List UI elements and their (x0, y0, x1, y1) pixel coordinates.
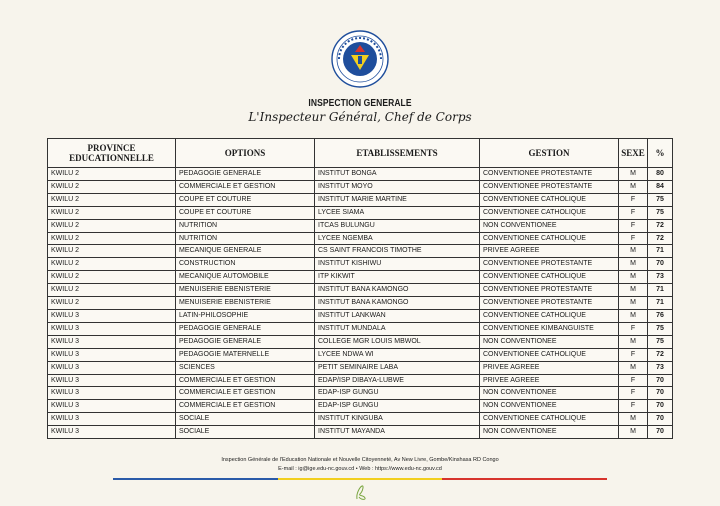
table-body (48, 168, 673, 439)
etablissement-cell: LYCEE SIAMA (315, 206, 480, 219)
option-cell: NUTRITION (176, 232, 315, 245)
percent-cell: 71 (648, 245, 673, 258)
percent-cell: 70 (648, 374, 673, 387)
percent-cell: 73 (648, 271, 673, 284)
sexe-cell: M (619, 361, 648, 374)
option-cell: LATIN-PHILOSOPHIE (176, 309, 315, 322)
gestion-cell: NON CONVENTIONEE (480, 400, 619, 413)
sexe-cell: M (619, 271, 648, 284)
province-cell: KWILU 2 (48, 258, 176, 271)
province-cell: KWILU 3 (48, 400, 176, 413)
percent-cell: 70 (648, 413, 673, 426)
sexe-cell: F (619, 193, 648, 206)
gestion-cell: PRIVEE AGREEE (480, 374, 619, 387)
sexe-cell: M (619, 413, 648, 426)
page-title: INSPECTION GENERALE (308, 98, 412, 109)
option-cell: MECANIQUE AUTOMOBILE (176, 271, 315, 284)
table-row (48, 426, 673, 439)
percent-cell: 70 (648, 426, 673, 439)
sexe-cell: F (619, 387, 648, 400)
etablissement-cell: INSTITUT KINGUBA (315, 413, 480, 426)
sexe-cell: F (619, 400, 648, 413)
province-cell: KWILU 3 (48, 322, 176, 335)
option-cell: PEDAGOGIE GENERALE (176, 168, 315, 181)
table-row (48, 348, 673, 361)
table-row (48, 297, 673, 310)
province-cell: KWILU 2 (48, 271, 176, 284)
province-cell: KWILU 3 (48, 387, 176, 400)
gestion-cell: PRIVEE AGREEE (480, 361, 619, 374)
gestion-cell: NON CONVENTIONEE (480, 387, 619, 400)
page-subtitle: L'Inspecteur Général, Chef de Corps (248, 110, 472, 124)
table-header-row (48, 139, 673, 168)
province-cell: KWILU 3 (48, 348, 176, 361)
table-row (48, 309, 673, 322)
etablissement-cell: ITP KIKWIT (315, 271, 480, 284)
percent-cell: 72 (648, 232, 673, 245)
table-row (48, 168, 673, 181)
etablissement-cell: INSTITUT MOYO (315, 180, 480, 193)
percent-cell: 75 (648, 193, 673, 206)
tricolor-blue (113, 478, 278, 480)
etablissement-cell: EDAP/ISP DIBAYA-LUBWE (315, 374, 480, 387)
gestion-cell: CONVENTIONEE CATHOLIQUE (480, 309, 619, 322)
option-cell: COUPE ET COUTURE (176, 193, 315, 206)
option-cell: COMMERCIALE ET GESTION (176, 374, 315, 387)
percent-cell: 71 (648, 284, 673, 297)
sexe-cell: M (619, 309, 648, 322)
table-row (48, 245, 673, 258)
province-cell: KWILU 2 (48, 284, 176, 297)
table-row (48, 374, 673, 387)
etablissement-cell: INSTITUT MARIE MARTINE (315, 193, 480, 206)
sexe-cell: M (619, 426, 648, 439)
province-cell: KWILU 3 (48, 309, 176, 322)
gestion-cell: NON CONVENTIONEE (480, 335, 619, 348)
table-row (48, 413, 673, 426)
percent-cell: 70 (648, 258, 673, 271)
option-cell: COUPE ET COUTURE (176, 206, 315, 219)
province-cell: KWILU 2 (48, 206, 176, 219)
option-cell: COMMERCIALE ET GESTION (176, 387, 315, 400)
province-cell: KWILU 3 (48, 426, 176, 439)
gestion-cell: CONVENTIONEE PROTESTANTE (480, 284, 619, 297)
etablissement-cell: PETIT SEMINAIRE LABA (315, 361, 480, 374)
sexe-cell: M (619, 180, 648, 193)
header-options: OPTIONS (176, 139, 315, 168)
gestion-cell: CONVENTIONEE KIMBANGUISTE (480, 322, 619, 335)
option-cell: MECANIQUE GENERALE (176, 245, 315, 258)
option-cell: PEDAGOGIE GENERALE (176, 335, 315, 348)
table-row (48, 206, 673, 219)
table-row (48, 400, 673, 413)
etablissement-cell: INSTITUT MUNDALA (315, 322, 480, 335)
option-cell: MENUISERIE EBENISTERIE (176, 297, 315, 310)
gestion-cell: CONVENTIONEE PROTESTANTE (480, 180, 619, 193)
gestion-cell: CONVENTIONEE CATHOLIQUE (480, 232, 619, 245)
percent-cell: 72 (648, 348, 673, 361)
province-cell: KWILU 2 (48, 297, 176, 310)
table-row (48, 258, 673, 271)
etablissement-cell: INSTITUT BANA KAMONGO (315, 284, 480, 297)
percent-cell: 70 (648, 387, 673, 400)
table-row (48, 322, 673, 335)
province-cell: KWILU 3 (48, 335, 176, 348)
etablissement-cell: INSTITUT LANKWAN (315, 309, 480, 322)
sexe-cell: M (619, 297, 648, 310)
etablissement-cell: EDAP-ISP GUNGU (315, 387, 480, 400)
gestion-cell: CONVENTIONEE PROTESTANTE (480, 297, 619, 310)
sexe-cell: M (619, 335, 648, 348)
etablissement-cell: INSTITUT MAYANDA (315, 426, 480, 439)
etablissement-cell: ITCAS BULUNGU (315, 219, 480, 232)
gestion-cell: CONVENTIONEE PROTESTANTE (480, 258, 619, 271)
percent-cell: 72 (648, 219, 673, 232)
province-cell: KWILU 3 (48, 361, 176, 374)
percent-cell: 80 (648, 168, 673, 181)
option-cell: PEDAGOGIE GENERALE (176, 322, 315, 335)
sexe-cell: F (619, 219, 648, 232)
option-cell: SOCIALE (176, 426, 315, 439)
tricolor-divider (113, 478, 607, 480)
option-cell: MENUISERIE EBENISTERIE (176, 284, 315, 297)
sexe-cell: F (619, 374, 648, 387)
header-gestion: GESTION (480, 139, 619, 168)
percent-cell: 70 (648, 400, 673, 413)
table-row (48, 193, 673, 206)
sexe-cell: F (619, 348, 648, 361)
gestion-cell: NON CONVENTIONEE (480, 219, 619, 232)
gestion-cell: CONVENTIONEE CATHOLIQUE (480, 348, 619, 361)
etablissement-cell: EDAP-ISP GUNGU (315, 400, 480, 413)
gestion-cell: CONVENTIONEE CATHOLIQUE (480, 206, 619, 219)
etablissement-cell: INSTITUT KISHIWU (315, 258, 480, 271)
etablissement-cell: INSTITUT BANA KAMONGO (315, 297, 480, 310)
signature-icon (354, 483, 368, 501)
inspection-seal-logo (331, 30, 389, 88)
percent-cell: 76 (648, 309, 673, 322)
sexe-cell: M (619, 168, 648, 181)
table-row (48, 180, 673, 193)
sexe-cell: F (619, 206, 648, 219)
province-cell: KWILU 3 (48, 374, 176, 387)
option-cell: COMMERCIALE ET GESTION (176, 180, 315, 193)
tricolor-yellow (278, 478, 443, 480)
etablissement-cell: LYCEE NGEMBA (315, 232, 480, 245)
gestion-cell: CONVENTIONEE CATHOLIQUE (480, 193, 619, 206)
sexe-cell: M (619, 258, 648, 271)
table-row (48, 271, 673, 284)
province-cell: KWILU 2 (48, 168, 176, 181)
table-row (48, 284, 673, 297)
etablissement-cell: INSTITUT BONGA (315, 168, 480, 181)
option-cell: PEDAGOGIE MATERNELLE (176, 348, 315, 361)
province-cell: KWILU 2 (48, 245, 176, 258)
table-row (48, 232, 673, 245)
header-etablissements: ETABLISSEMENTS (315, 139, 480, 168)
table-row (48, 219, 673, 232)
gestion-cell: CONVENTIONEE PROTESTANTE (480, 168, 619, 181)
option-cell: SCIENCES (176, 361, 315, 374)
option-cell: CONSTRUCTION (176, 258, 315, 271)
percent-cell: 75 (648, 206, 673, 219)
header-sexe: SEXE (619, 139, 648, 168)
results-table (47, 138, 673, 439)
percent-cell: 75 (648, 322, 673, 335)
province-cell: KWILU 3 (48, 413, 176, 426)
gestion-cell: CONVENTIONEE CATHOLIQUE (480, 413, 619, 426)
etablissement-cell: CS SAINT FRANCOIS TIMOTHE (315, 245, 480, 258)
percent-cell: 75 (648, 335, 673, 348)
sexe-cell: F (619, 232, 648, 245)
table-row (48, 335, 673, 348)
footer-contact: E-mail : ig@ige.edu-nc.gouv.cd • Web : https://www.edu-nc.gouv.cd (278, 466, 442, 472)
province-cell: KWILU 2 (48, 219, 176, 232)
gestion-cell: CONVENTIONEE CATHOLIQUE (480, 271, 619, 284)
etablissement-cell: LYCEE NDWA WI (315, 348, 480, 361)
header-province: PROVINCE EDUCATIONNELLE (48, 139, 176, 168)
percent-cell: 73 (648, 361, 673, 374)
gestion-cell: NON CONVENTIONEE (480, 426, 619, 439)
percent-cell: 71 (648, 297, 673, 310)
gestion-cell: PRIVEE AGREEE (480, 245, 619, 258)
etablissement-cell: COLLEGE MGR LOUIS MBWOL (315, 335, 480, 348)
table-row (48, 387, 673, 400)
footer-address: Inspection Générale de l'Education Nationale et Nouvelle Citoyenneté, Av New Livre, Gombe/Kinshasa RD Congo (221, 457, 499, 463)
province-cell: KWILU 2 (48, 180, 176, 193)
sexe-cell: F (619, 322, 648, 335)
sexe-cell: M (619, 245, 648, 258)
percent-cell: 84 (648, 180, 673, 193)
table-row (48, 361, 673, 374)
header-percent: % (648, 139, 673, 168)
option-cell: COMMERCIALE ET GESTION (176, 400, 315, 413)
province-cell: KWILU 2 (48, 232, 176, 245)
tricolor-red (442, 478, 607, 480)
sexe-cell: M (619, 284, 648, 297)
option-cell: NUTRITION (176, 219, 315, 232)
province-cell: KWILU 2 (48, 193, 176, 206)
option-cell: SOCIALE (176, 413, 315, 426)
